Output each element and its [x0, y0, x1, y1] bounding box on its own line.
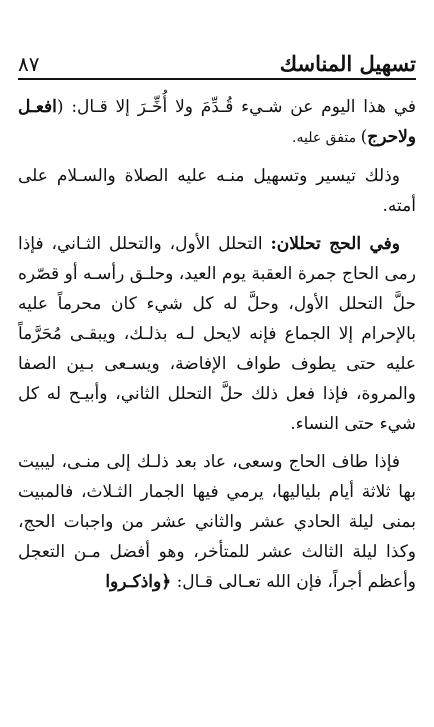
paragraph-text: وذلك تيسير وتسهيل منـه عليه الصلاة والسـلام على أمته.: [18, 166, 416, 216]
closing-paren: ): [360, 127, 368, 147]
paragraph-text: فإذا طاف الحاج وسعى، عاد بعد ذلـك إلى منـى، ليبيت بها ثلاثة أيام بلياليها، يرمي فيها الجمار الثـلاث، فالمبيت بمنى ليلة الحادي عشر والثاني عشر من واجبات الحج، وكذا ليلة الثالث عشر للمتأخر، وهو أفضل مـن التعجل وأعظم أجراً، فإن الله تعـالى قـال:: [18, 452, 416, 592]
paragraph-ease: [18, 161, 416, 221]
paragraph-tahallul: [18, 229, 416, 439]
paragraph-mina: [18, 447, 416, 597]
hadith-quote: افعـل ولاحرج: [18, 97, 416, 147]
section-lead: وفي الحج تحللان:: [270, 234, 400, 254]
running-header: [18, 42, 416, 78]
body-text: [18, 92, 416, 605]
header-rule: [18, 78, 416, 80]
citation: متفق عليه.: [292, 130, 361, 146]
paragraph-text: التحلل الأول، والتحلل الثـاني، فإذا رمى الحاج جمرة العقبة يوم العيد، وحلـق رأسـه أو قصّره حلَّ التحلل الأول، وحلَّ له كل شيء كان محرماً عليه بالإحرام إلا الجماع فإنه لايحل لـه بذلـك، ويبقـى مُحَرَّماً عليه حتى يطوف طواف الإفاضة، ويسـعى بـين الصفا والمروة، فإذا فعل ذلك حلَّ التحلل الثاني، وأبيـح له كل شيء حتى النساء.: [18, 234, 416, 434]
paragraph-hadith: [18, 92, 416, 153]
paragraph-text: في هذا اليوم عن شـيء قُـدِّمَ ولا أُخِّـرَ إلا قـال: (: [56, 97, 416, 117]
header-title: تسهيل المناسك: [279, 51, 416, 76]
page-number: ٨٧: [18, 52, 40, 76]
quran-quote: ﴿واذكـروا: [105, 572, 172, 592]
